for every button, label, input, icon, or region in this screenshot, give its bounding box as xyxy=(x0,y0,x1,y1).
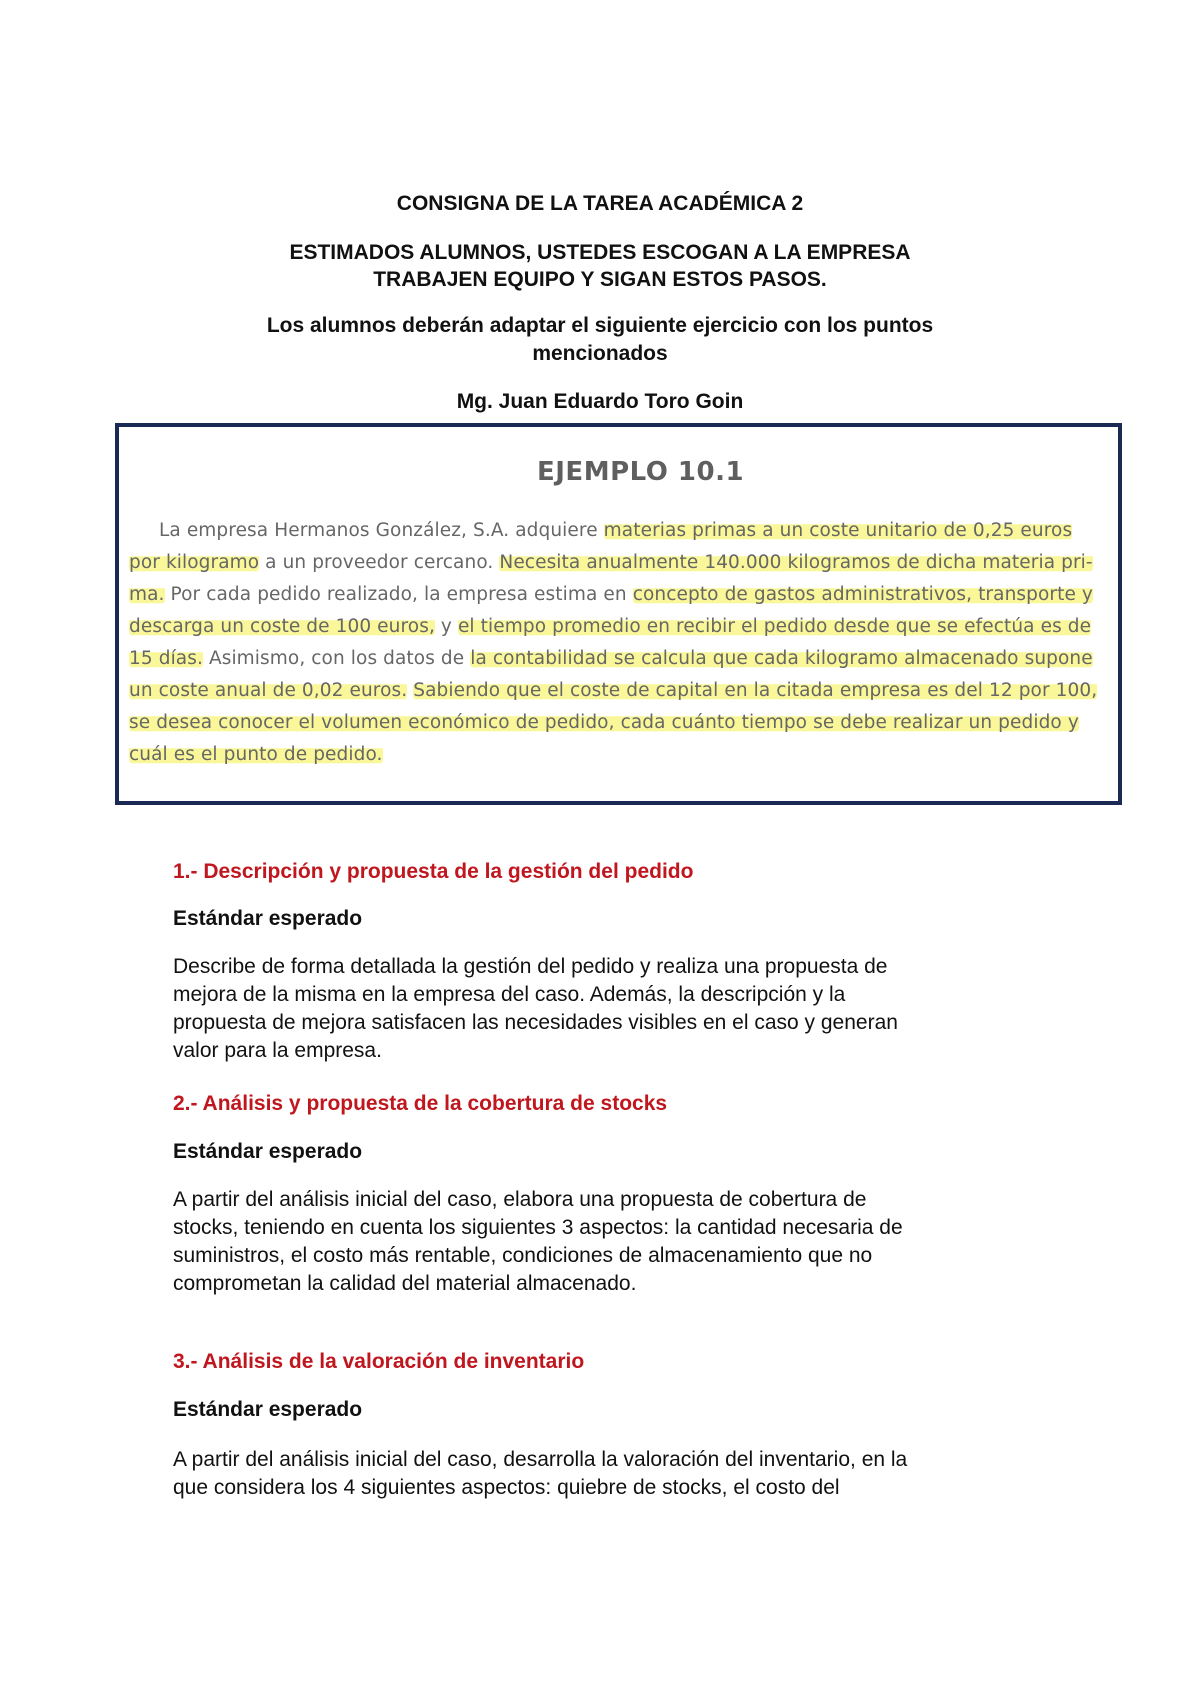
body-line: stocks, teniendo en cuenta los siguientes 3 aspectos: la cantidad necesaria de xyxy=(173,1216,903,1239)
example-line xyxy=(129,611,1109,643)
instruction-text xyxy=(140,239,1060,293)
highlighted-text: Necesita anualmente 140.000 kilogramos de dicha materia pri- xyxy=(499,552,1093,573)
example-line xyxy=(129,515,1109,547)
section-heading: 2.- Análisis y propuesta de la cobertura de stocks xyxy=(173,1092,668,1115)
subtitle-line: Los alumnos deberán adaptar el siguiente ejercicio con los puntos xyxy=(266,314,934,337)
section-body xyxy=(173,1186,1073,1298)
highlighted-text: la contabilidad se calcula que cada kilogramo almacenado supone xyxy=(470,648,1093,669)
body-line: propuesta de mejora satisfacen las necesidades visibles en el caso y generan xyxy=(173,1011,898,1034)
body-line: valor para la empresa. xyxy=(173,1039,382,1062)
example-line xyxy=(129,739,1109,771)
standard-label: Estándar esperado xyxy=(173,1140,363,1163)
example-line xyxy=(129,643,1109,675)
subtitle-line: mencionados xyxy=(532,342,668,365)
body-line: comprometan la calidad del material almacenado. xyxy=(173,1272,637,1295)
highlighted-text: Sabiendo que el coste de capital en la citada empresa es del 12 por 100, xyxy=(413,680,1098,701)
body-line: Describe de forma detallada la gestión del pedido y realiza una propuesta de xyxy=(173,955,888,978)
section-body xyxy=(173,953,1073,1065)
example-line xyxy=(129,579,1109,611)
example-line xyxy=(129,547,1109,579)
example-text-segment: y xyxy=(434,616,458,637)
subtitle-text xyxy=(140,312,1060,368)
example-text xyxy=(129,515,1109,771)
highlighted-text: el tiempo promedio en recibir el pedido desde que se efectúa es de xyxy=(457,616,1092,637)
highlighted-text: se desea conocer el volumen económico de pedido, cada cuánto tiempo se debe realizar un pedido y xyxy=(129,712,1079,733)
standard-label: Estándar esperado xyxy=(173,1398,363,1421)
example-text-segment: a un proveedor cercano. xyxy=(259,552,500,573)
example-line xyxy=(129,707,1109,739)
example-text-segment: Por cada pedido realizado, la empresa estima en xyxy=(164,584,633,605)
example-text-segment: Asimismo, con los datos de xyxy=(202,648,471,669)
example-title: EJEMPLO 10.1 xyxy=(537,457,745,487)
highlighted-text: materias primas a un coste unitario de 0,25 euros xyxy=(603,520,1073,541)
body-line: mejora de la misma en la empresa del caso. Además, la descripción y la xyxy=(173,983,846,1006)
highlighted-text: descarga un coste de 100 euros, xyxy=(129,616,435,637)
section-heading: 1.- Descripción y propuesta de la gestión del pedido xyxy=(173,860,694,883)
section-heading: 3.- Análisis de la valoración de inventario xyxy=(173,1350,585,1373)
body-line: suministros, el costo más rentable, condiciones de almacenamiento que no xyxy=(173,1244,873,1267)
body-line: que considera los 4 siguientes aspectos: quiebre de stocks, el costo del xyxy=(173,1476,840,1499)
standard-label: Estándar esperado xyxy=(173,907,363,930)
highlighted-text: cuál es el punto de pedido. xyxy=(129,744,383,765)
document-title: CONSIGNA DE LA TAREA ACADÉMICA 2 xyxy=(396,192,804,215)
instruction-line: ESTIMADOS ALUMNOS, USTEDES ESCOGAN A LA EMPRESA xyxy=(289,241,911,264)
example-text-segment: La empresa Hermanos González, S.A. adquiere xyxy=(159,520,604,541)
highlighted-text: concepto de gastos administrativos, transporte y xyxy=(632,584,1093,605)
section-body xyxy=(173,1446,1073,1502)
example-line xyxy=(129,675,1109,707)
author-name: Mg. Juan Eduardo Toro Goin xyxy=(456,390,744,413)
body-line: A partir del análisis inicial del caso, desarrolla la valoración del inventario, en la xyxy=(173,1448,908,1471)
body-line: A partir del análisis inicial del caso, elabora una propuesta de cobertura de xyxy=(173,1188,867,1211)
highlighted-text: por kilogramo xyxy=(129,552,260,573)
highlighted-text: un coste anual de 0,02 euros. xyxy=(129,680,408,701)
highlighted-text: ma. xyxy=(129,584,165,605)
highlighted-text: 15 días. xyxy=(129,648,203,669)
example-box xyxy=(115,423,1122,805)
instruction-line: TRABAJEN EQUIPO Y SIGAN ESTOS PASOS. xyxy=(373,268,827,291)
